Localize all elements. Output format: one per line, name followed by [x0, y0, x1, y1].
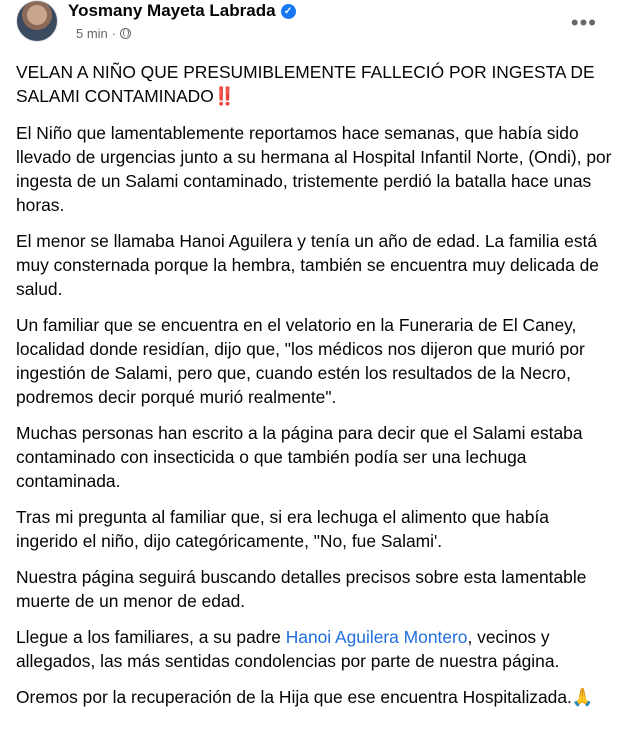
- post-meta: [76, 26, 131, 41]
- paragraph-7: [16, 625, 612, 673]
- post-body: [16, 60, 612, 721]
- post-header: [0, 0, 621, 56]
- double-exclamation-emoji: ‼️: [213, 86, 236, 106]
- paragraph-4: Muchas personas han escrito a la página para decir que el Salami estaba contaminado con insecticida o que también podía ser una lechuga contaminada.: [16, 423, 583, 491]
- paragraph-1: El Niño que lamentablemente reportamos hace semanas, que había sido llevado de urgencias junto a su hermana al Hospital Infantil Norte, (Ondi), por ingesta de un Salami contaminado, tristemente perdió la batalla hace unas horas.: [16, 123, 612, 215]
- praying-hands-emoji: 🙏: [571, 687, 594, 707]
- paragraph-5: Tras mi pregunta al familiar que, si era lechuga el alimento que había ingerido el niño, dijo categóricamente, "No, fue Salami'.: [16, 507, 549, 551]
- verified-badge-icon: ✓: [281, 4, 296, 19]
- paragraph-8-text: Oremos por la recuperación de la Hija que ese encuentra Hospitalizada.: [16, 687, 572, 707]
- tagged-user-link[interactable]: Hanoi Aguilera Montero: [285, 627, 468, 647]
- post-time[interactable]: 5 min: [76, 26, 108, 41]
- avatar[interactable]: [16, 0, 58, 42]
- meta-separator: ·: [111, 26, 117, 41]
- headline-text: VELAN A NIÑO QUE PRESUMIBLEMENTE FALLECIÓ POR INGESTA DE SALAMI CONTAMINADO: [16, 62, 595, 106]
- more-options-button[interactable]: •••: [570, 10, 597, 35]
- globe-icon[interactable]: [120, 28, 131, 39]
- post-headline: [16, 60, 612, 108]
- paragraph-6: Nuestra página seguirá buscando detalles precisos sobre esta lamentable muerte de un menor de edad.: [16, 567, 587, 611]
- paragraph-3: Un familiar que se encuentra en el velatorio en la Funeraria de El Caney, localidad donde residían, dijo que, "los médicos nos dijeron que murió por ingestión de Salami, pero que, cuando estén los resultados de la Necro, podremos decir porqué murió realmente".: [16, 315, 585, 407]
- paragraph-7-before: Llegue a los familiares, a su padre: [16, 627, 286, 647]
- author-name[interactable]: [68, 1, 296, 21]
- author-name-label[interactable]: Yosmany Mayeta Labrada: [68, 1, 276, 20]
- paragraph-7-after: , vecinos y allegados, las más sentidas condolencias por parte de nuestra página.: [16, 627, 560, 671]
- paragraph-8: [16, 685, 612, 709]
- paragraph-2: El menor se llamaba Hanoi Aguilera y tenía un año de edad. La familia está muy consternada porque la hembra, también se encuentra muy delicada de salud.: [16, 231, 599, 299]
